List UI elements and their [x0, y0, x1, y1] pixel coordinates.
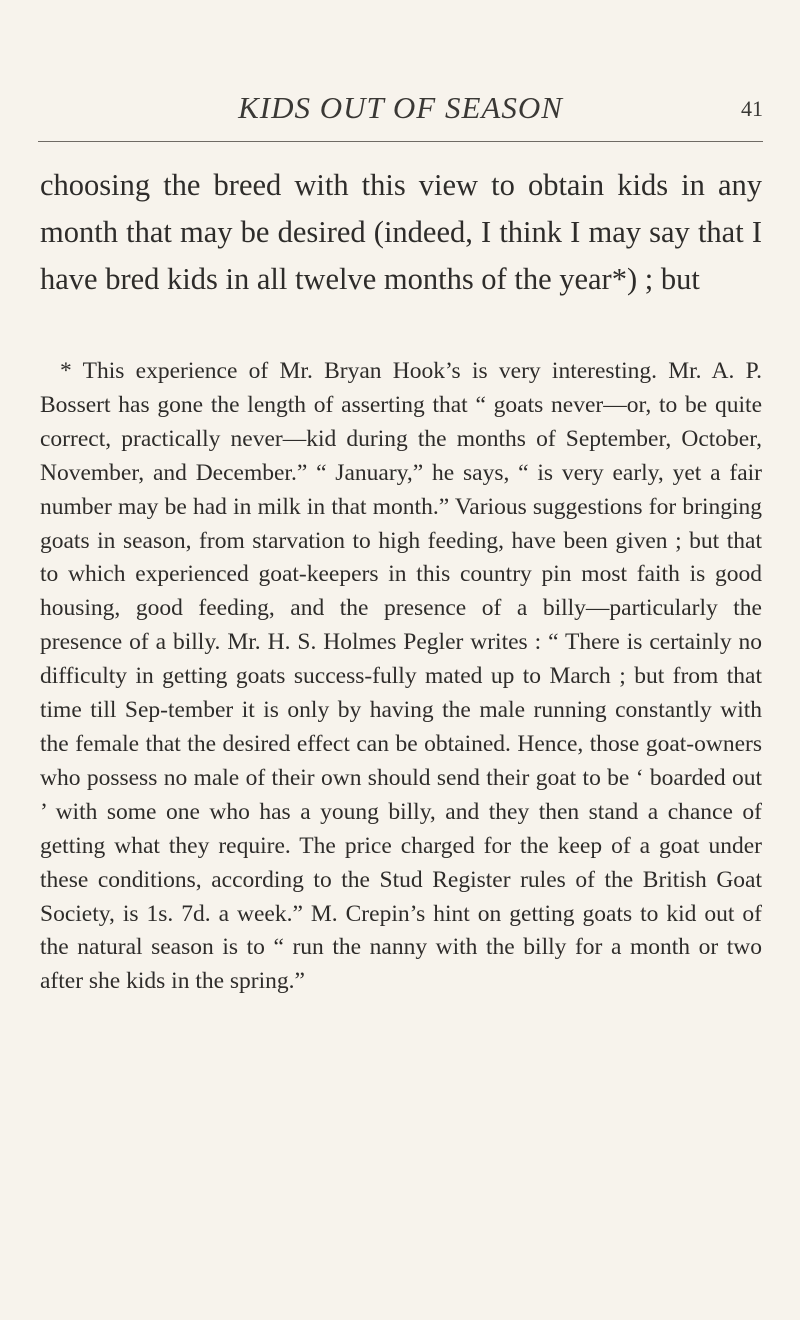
- header-rule: [38, 141, 763, 142]
- footnote-block: [40, 355, 762, 999]
- running-head: KIDS OUT OF SEASON: [238, 90, 563, 125]
- main-paragraph: choosing the breed with this view to obtain kids in any month that may be desired (indeed, I think I may say that I have bred kids in all twelve months of the year*) ; but: [40, 168, 762, 296]
- footnote-paragraph: * This experience of Mr. Bryan Hook’s is very interesting. Mr. A. P. Bossert has gone the length of asserting that “ goats never—or, to be quite correct, practically never—kid during the months of September, October, November, and December.” “ January,” he says, “ is very early, yet a fair number may be had in milk in that month.” Various suggestions for bringing goats in season, from starvation to high feeding, have been given ; but that to which experienced goat-keepers in this country pin most faith is good housing, good feeding, and the presence of a billy—particularly the presence of a billy. Mr. H. S. Holmes Pegler writes : “ There is certainly no difficulty in getting goats success-fully mated up to March ; but from that time till Sep-tember it is only by having the male running constantly with the female that the desired effect can be obtained. Hence, those goat-owners who possess no male of their own should send their goat to be ‘ boarded out ’ with some one who has a young billy, and they then stand a chance of getting what they require. The price charged for the keep of a goat under these conditions, according to the Stud Register rules of the British Goat Society, is 1s. 7d. a week.” M. Crepin’s hint on getting goats to kid out of the natural season is to “ run the nanny with the billy for a month or two after she kids in the spring.”: [40, 358, 762, 995]
- page-header: [38, 86, 763, 130]
- main-text-block: [40, 162, 762, 303]
- page-number: 41: [741, 96, 763, 121]
